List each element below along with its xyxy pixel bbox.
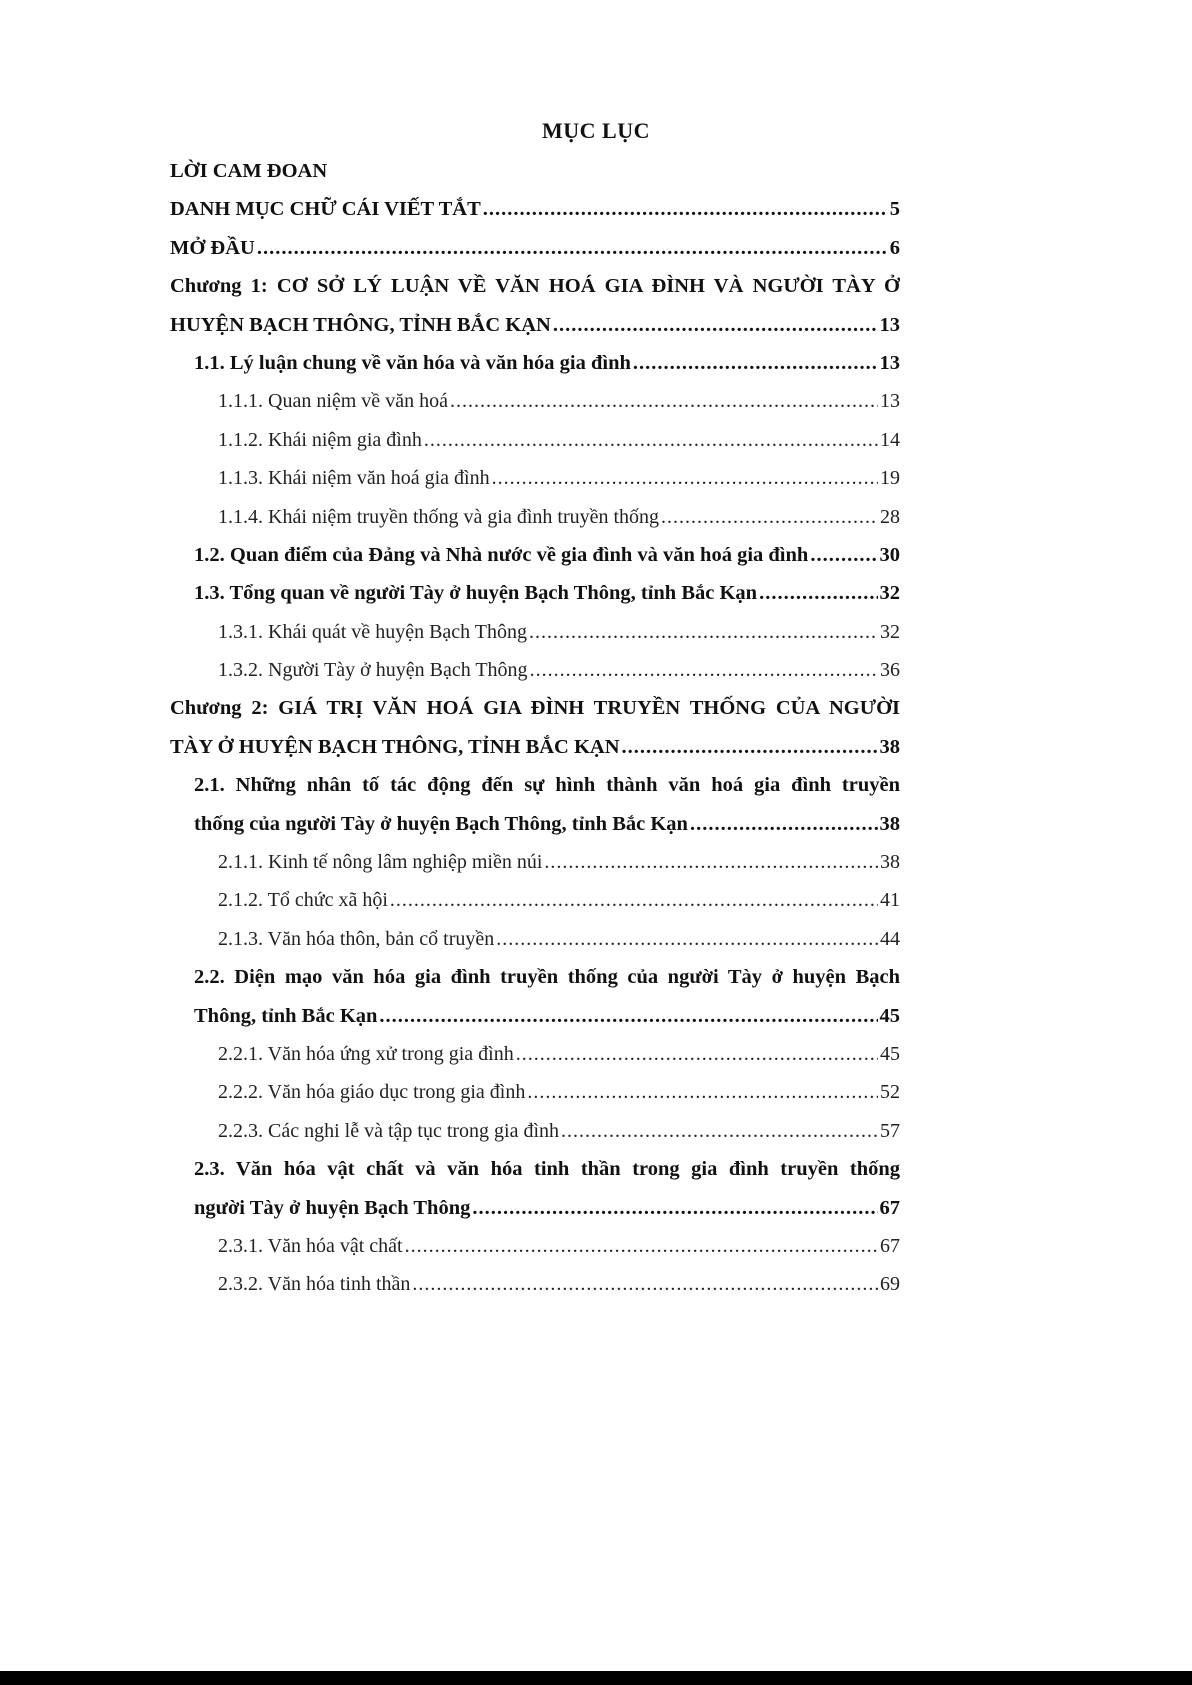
toc-entry-1-3-2 — [170, 651, 900, 689]
toc-entry-2-1-1 — [170, 843, 900, 881]
toc-entry-page: 36 — [880, 659, 900, 682]
toc-entry-2-3-1 — [170, 1227, 900, 1265]
toc-entry-text: 1.1. Lý luận chung về văn hóa và văn hóa gia đình — [194, 351, 631, 374]
toc-entry-mo-dau — [170, 229, 900, 267]
toc-entry-page: 6 — [889, 236, 900, 259]
dot-leader — [561, 1112, 878, 1150]
toc-entry-text: 2.1.2. Tổ chức xã hội — [218, 889, 388, 912]
toc-entry-page: 44 — [880, 927, 900, 950]
toc-entry-page: 52 — [880, 1081, 900, 1104]
toc-entry-text: 2.2.1. Văn hóa ứng xử trong gia đình — [218, 1042, 514, 1065]
toc-entry-text: DANH MỤC CHỮ CÁI VIẾT TẮT — [170, 198, 481, 221]
toc-entry-text: Chương 1: CƠ SỞ LÝ LUẬN VỀ VĂN HOÁ GIA ĐÌNH VÀ NGƯỜI TÀY Ở — [170, 275, 900, 298]
toc-entry-text: MỞ ĐẦU — [170, 236, 255, 259]
toc-entry-text: 1.1.1. Quan niệm về văn hoá — [218, 390, 448, 413]
toc-entry-text: LỜI CAM ĐOAN — [170, 160, 328, 182]
toc-entry-page: 28 — [880, 505, 900, 528]
toc-entry-text: 2.3. Văn hóa vật chất và văn hóa tinh thần trong gia đình truyền thống — [194, 1158, 900, 1181]
toc-entry-page: 45 — [880, 1042, 900, 1065]
toc-entry-page: 57 — [880, 1119, 900, 1142]
toc-entry-2-3-2 — [170, 1265, 900, 1303]
dot-leader — [424, 421, 878, 459]
table-of-contents — [170, 152, 900, 1304]
dot-leader — [405, 1227, 878, 1265]
toc-entry-danh-muc — [170, 190, 900, 228]
toc-entry-1-1 — [170, 344, 900, 382]
toc-entry-text: 2.3.1. Văn hóa vật chất — [218, 1234, 403, 1257]
toc-entry-text: 1.3.1. Khái quát về huyện Bạch Thông — [218, 620, 528, 643]
toc-entry-2-1-3 — [170, 920, 900, 958]
toc-entry-2-2-cont — [170, 997, 900, 1035]
toc-entry-1-3-1 — [170, 613, 900, 651]
dot-leader — [530, 651, 878, 689]
toc-entry-text: 1.1.3. Khái niệm văn hoá gia đình — [218, 467, 490, 490]
toc-entry-text: 2.3.2. Văn hóa tinh thần — [218, 1273, 411, 1296]
dot-leader — [516, 1035, 878, 1073]
dot-leader — [529, 613, 878, 651]
toc-entry-text: 2.2. Diện mạo văn hóa gia đình truyền thống của người Tày ở huyện Bạch — [194, 966, 900, 989]
toc-entry-text: 2.1.1. Kinh tế nông lâm nghiệp miền núi — [218, 851, 543, 874]
toc-entry-page: 32 — [880, 620, 900, 643]
dot-leader — [544, 843, 878, 881]
dot-leader — [690, 805, 878, 843]
toc-entry-1-1-2 — [170, 421, 900, 459]
toc-entry-text: 1.2. Quan điểm của Đảng và Nhà nước về gia đình và văn hoá gia đình — [194, 543, 809, 566]
dot-leader — [527, 1073, 878, 1111]
toc-entry-page: 5 — [889, 198, 900, 221]
toc-entry-2-3 — [170, 1150, 900, 1188]
toc-entry-page: 38 — [879, 735, 900, 758]
dot-leader — [472, 1189, 877, 1227]
toc-entry-text: TÀY Ở HUYỆN BẠCH THÔNG, TỈNH BẮC KẠN — [170, 735, 620, 758]
toc-entry-page: 67 — [880, 1234, 900, 1257]
toc-entry-1-1-1 — [170, 382, 900, 420]
toc-entry-2-2-2 — [170, 1073, 900, 1111]
toc-entry-2-2-1 — [170, 1035, 900, 1073]
page-title: MỤC LỤC — [542, 118, 650, 143]
toc-entry-page: 13 — [880, 390, 900, 413]
toc-entry-chuong-1 — [170, 267, 900, 305]
dot-leader — [483, 190, 888, 228]
dot-leader — [622, 728, 878, 766]
dot-leader — [810, 536, 877, 574]
toc-entry-text: thống của người Tày ở huyện Bạch Thông, tỉnh Bắc Kạn — [194, 812, 688, 835]
toc-entry-page: 67 — [879, 1196, 900, 1219]
toc-entry-page: 13 — [879, 351, 900, 374]
toc-entry-text: 2.1.3. Văn hóa thôn, bản cổ truyền — [218, 927, 495, 950]
toc-entry-text: HUYỆN BẠCH THÔNG, TỈNH BẮC KẠN — [170, 313, 551, 336]
toc-entry-text: 2.1. Những nhân tố tác động đến sự hình thành văn hoá gia đình truyền — [194, 774, 900, 797]
toc-entry-text: 1.1.2. Khái niệm gia đình — [218, 428, 422, 451]
toc-entry-2-2 — [170, 958, 900, 996]
scan-bottom-border — [0, 1671, 1192, 1685]
toc-entry-1-2 — [170, 536, 900, 574]
toc-entry-2-1-cont — [170, 805, 900, 843]
toc-entry-page: 45 — [879, 1004, 900, 1027]
dot-leader — [661, 498, 878, 536]
toc-entry-chuong-1-cont — [170, 306, 900, 344]
dot-leader — [379, 997, 877, 1035]
dot-leader — [553, 306, 878, 344]
toc-entry-2-3-cont — [170, 1189, 900, 1227]
toc-entry-2-2-3 — [170, 1112, 900, 1150]
toc-entry-page: 38 — [879, 812, 900, 835]
toc-entry-chuong-2 — [170, 689, 900, 727]
toc-entry-page: 69 — [880, 1273, 900, 1296]
toc-entry-2-1 — [170, 766, 900, 804]
toc-entry-text: người Tày ở huyện Bạch Thông — [194, 1196, 471, 1219]
toc-entry-2-1-2 — [170, 881, 900, 919]
toc-entry-text: Thông, tỉnh Bắc Kạn — [194, 1004, 378, 1027]
toc-entry-text: 1.1.4. Khái niệm truyền thống và gia đình truyền thống — [218, 505, 660, 528]
dot-leader — [492, 459, 878, 497]
toc-entry-1-1-4 — [170, 498, 900, 536]
toc-entry-text: Chương 2: GIÁ TRỊ VĂN HOÁ GIA ĐÌNH TRUYỀN THỐNG CỦA NGƯỜI — [170, 697, 900, 720]
dot-leader — [450, 382, 878, 420]
dot-leader — [257, 229, 888, 267]
toc-entry-page: 32 — [879, 582, 900, 605]
toc-entry-page: 38 — [880, 851, 900, 874]
toc-entry-page: 30 — [879, 543, 900, 566]
toc-entry-1-3 — [170, 574, 900, 612]
toc-entry-page: 13 — [879, 313, 900, 336]
dot-leader — [759, 574, 877, 612]
dot-leader — [633, 344, 878, 382]
toc-entry-text: 1.3.2. Người Tày ở huyện Bạch Thông — [218, 659, 528, 682]
dot-leader — [496, 920, 878, 958]
toc-entry-page: 19 — [880, 467, 900, 490]
toc-entry-page: 41 — [880, 889, 900, 912]
toc-entry-text: 1.3. Tổng quan về người Tày ở huyện Bạch Thông, tỉnh Bắc Kạn — [194, 582, 758, 605]
dot-leader — [412, 1265, 878, 1303]
toc-entry-text: 2.2.2. Văn hóa giáo dục trong gia đình — [218, 1081, 526, 1104]
toc-entry-text: 2.2.3. Các nghi lễ và tập tục trong gia đình — [218, 1119, 560, 1142]
toc-entry-page: 14 — [880, 428, 900, 451]
toc-entry-chuong-2-cont — [170, 728, 900, 766]
dot-leader — [390, 881, 878, 919]
toc-entry-1-1-3 — [170, 459, 900, 497]
toc-entry-loi-cam-doan — [170, 152, 900, 190]
